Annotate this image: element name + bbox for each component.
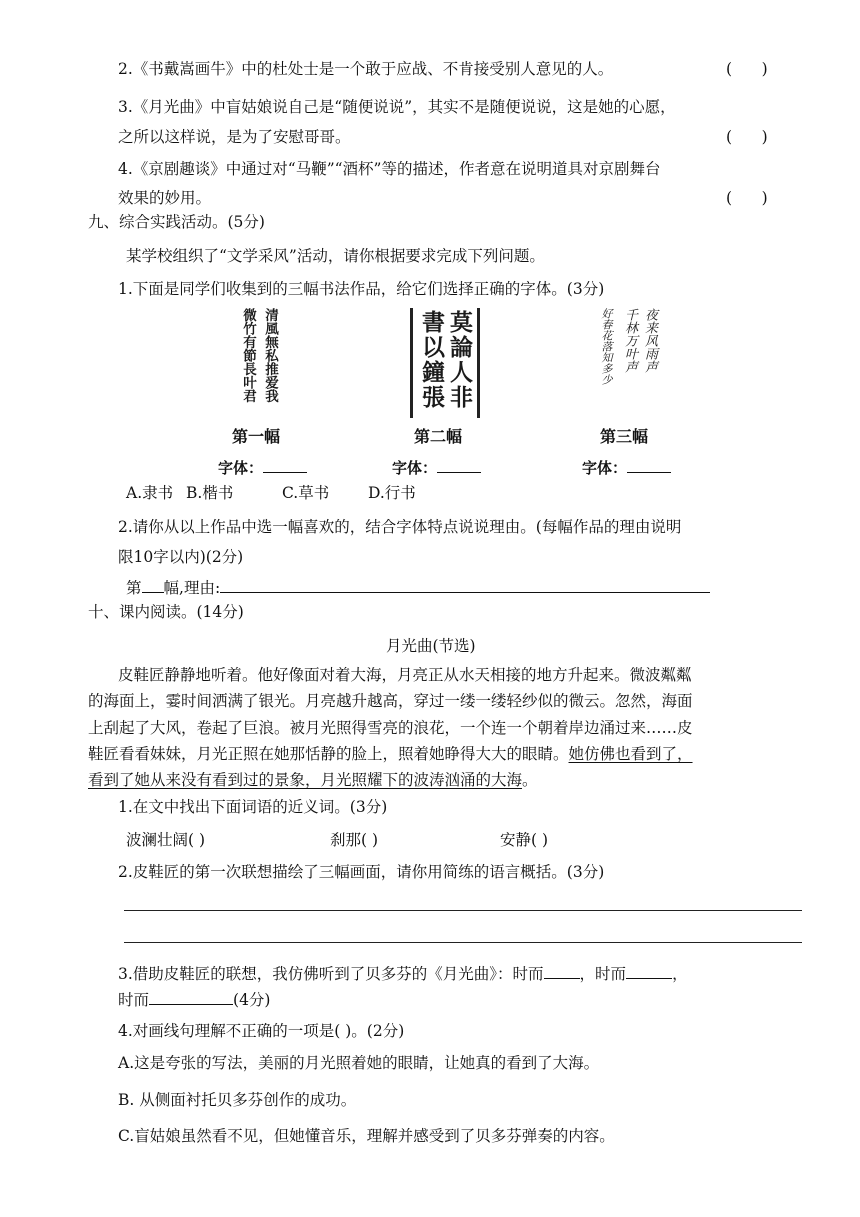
reading-q1-word-1[interactable]: 波澜壮阔( )	[126, 831, 206, 849]
work-3-column-1: 夜来风雨声	[642, 308, 657, 373]
work-1-title: 第一幅	[232, 427, 281, 446]
reading-q3-line2: 时而 (4分)	[118, 988, 270, 1011]
reading-q3-line1: 3.借助皮鞋匠的联想，我仿佛听到了贝多芬的《月光曲》：时而 ，时而 ，	[118, 962, 688, 985]
answer-line-2[interactable]	[124, 942, 802, 943]
reading-q4-option-b: B. 从侧面衬托贝多芬创作的成功。	[118, 1091, 357, 1109]
passage-line-4: 鞋匠看看妹妹，月光正照在她那恬静的脸上，照着她睁得大大的眼睛。她仿佛也看到了，	[88, 745, 693, 763]
section-9-q2-line1: 2.请你从以上作品中选一幅喜欢的，结合字体特点说说理由。(每幅作品的理由说明	[118, 518, 682, 536]
work-1-right-column: 清風無私推爱我	[262, 308, 278, 403]
work-2-font-answer[interactable]: 字体：	[392, 456, 481, 479]
work-3-font-blank[interactable]	[627, 456, 671, 473]
underlined-sentence-part-2: 看到了她从来没有看到过的景象，月光照耀下的波涛汹涌的大海	[88, 771, 523, 789]
work-2-right-column: 莫論人非	[446, 310, 473, 410]
answer-paren-q3[interactable]: ( )	[726, 128, 768, 146]
work-3-title: 第三幅	[600, 427, 649, 446]
q3-blank-3[interactable]	[149, 988, 233, 1005]
calligraphy-work-3	[590, 308, 662, 420]
reason-answer-line[interactable]: 第 幅,理由:	[126, 576, 710, 599]
section-10-heading: 十、课内阅读。(14分)	[88, 603, 244, 621]
answer-paren-q2[interactable]: ( )	[726, 60, 768, 78]
work-2-left-column: 書以鐘張	[418, 310, 445, 410]
answer-line-1[interactable]	[124, 910, 802, 911]
judgement-q2: 2.《书戴嵩画牛》中的杜处士是一个敢于应战、不肯接受别人意见的人。	[118, 60, 614, 78]
section-9-q1: 1.下面是同学们收集到的三幅书法作品，给它们选择正确的字体。(3分)	[118, 280, 605, 298]
font-option-d: D.行书	[368, 484, 416, 502]
reading-q1: 1.在文中找出下面词语的近义词。(3分)	[118, 798, 388, 816]
section-9-q2-line2: 限10字以内)(2分)	[118, 548, 244, 566]
calligraphy-work-1	[234, 308, 284, 424]
passage-line-5: 看到了她从来没有看到过的景象，月光照耀下的波涛汹涌的大海。	[88, 771, 538, 789]
passage-line-1: 皮鞋匠静静地听着。他好像面对着大海，月亮正从水天相接的地方升起来。微波粼粼	[118, 666, 692, 684]
q3-blank-2[interactable]	[626, 962, 672, 979]
judgement-q3-line2: 之所以这样说，是为了安慰哥哥。	[118, 128, 351, 146]
reading-q1-word-3[interactable]: 安静( )	[500, 831, 549, 849]
font-option-b: B.楷书	[186, 484, 234, 502]
q3-blank-1[interactable]	[544, 962, 580, 979]
reading-q4-option-c: C.盲姑娘虽然看不见，但她懂音乐，理解并感受到了贝多芬弹奏的内容。	[118, 1127, 615, 1145]
work-3-column-3: 好春花落知多少	[600, 308, 613, 385]
font-option-c: C.草书	[282, 484, 330, 502]
calligraphy-work-2	[410, 308, 480, 418]
work-2-title: 第二幅	[414, 427, 463, 446]
reading-q1-word-2[interactable]: 刹那( )	[330, 831, 379, 849]
passage-line-2: 的海面上，霎时间洒满了银光。月亮越升越高，穿过一缕一缕轻纱似的微云。忽然，海面	[88, 692, 693, 710]
judgement-q4-line1: 4.《京剧趣谈》中通过对“马鞭”“酒杯”等的描述，作者意在说明道具对京剧舞台	[118, 160, 661, 178]
work-3-column-2: 千林万叶声	[622, 308, 637, 373]
judgement-q3-line1: 3.《月光曲》中盲姑娘说自己是“随便说说”，其实不是随便说说，这是她的心愿，	[118, 98, 676, 116]
section-9-intro: 某学校组织了“文学采风”活动，请你根据要求完成下列问题。	[126, 247, 545, 265]
work-1-font-blank[interactable]	[263, 456, 307, 473]
reading-q4-option-a: A.这是夸张的写法，美丽的月光照着她的眼睛，让她真的看到了大海。	[118, 1054, 600, 1072]
work-1-left-column: 微竹有節長叶君	[240, 308, 256, 403]
work-2-font-blank[interactable]	[437, 456, 481, 473]
work-3-font-answer[interactable]: 字体：	[582, 456, 671, 479]
reason-blank[interactable]	[220, 576, 710, 593]
reading-q4: 4.对画线句理解不正确的一项是( )。(2分)	[118, 1022, 405, 1040]
passage-line-3: 上刮起了大风，卷起了巨浪。被月光照得雪亮的浪花，一个连一个朝着岸边涌过来……皮	[88, 719, 693, 737]
work-number-blank[interactable]	[142, 576, 164, 593]
passage-title: 月光曲(节选)	[386, 637, 476, 655]
section-9-heading: 九、综合实践活动。(5分)	[88, 213, 265, 231]
judgement-q4-line2: 效果的妙用。	[118, 189, 212, 207]
font-option-a: A.隶书	[126, 484, 174, 502]
reading-q2: 2.皮鞋匠的第一次联想描绘了三幅画面，请你用简练的语言概括。(3分)	[118, 863, 605, 881]
answer-paren-q4[interactable]: ( )	[726, 189, 768, 207]
work-1-font-answer[interactable]: 字体：	[218, 456, 307, 479]
underlined-sentence-part-1: 她仿佛也看到了，	[568, 745, 693, 763]
